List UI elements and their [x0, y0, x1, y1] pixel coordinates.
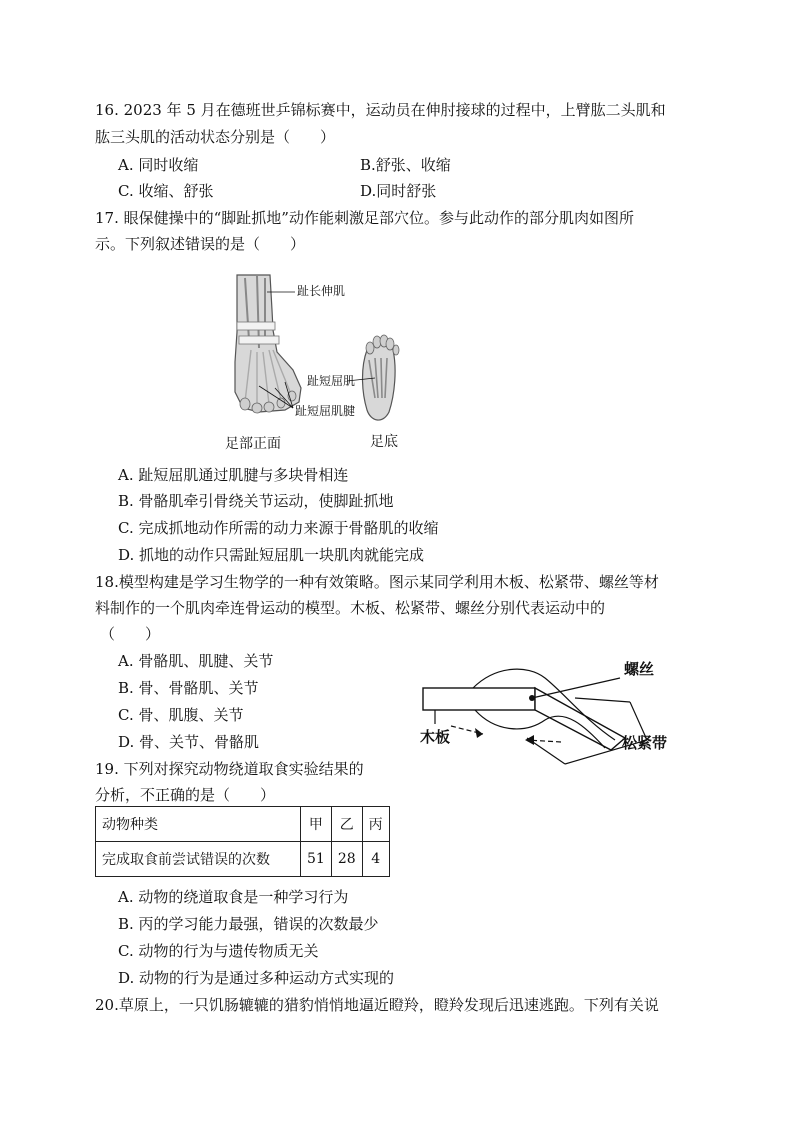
q17-option-a: A. 趾短屈肌通过肌腱与多块骨相连 — [118, 466, 349, 484]
q18-option-a: A. 骨骼肌、肌腱、关节 — [118, 652, 274, 670]
q16-stem-line2: 肱三头肌的活动状态分别是（ ） — [95, 128, 336, 146]
table-header-cell: 动物种类 — [96, 807, 301, 842]
q16-stem-line1: 16. 2023 年 5 月在德班世乒锦标赛中，运动员在伸肘接球的过程中，上臂肱二头肌和 — [95, 101, 666, 119]
q18-option-c: C. 骨、肌腹、关节 — [118, 706, 244, 724]
q20-stem-line1: 20.草原上，一只饥肠辘辘的猎豹悄悄地逼近瞪羚，瞪羚发现后迅速逃跑。下列有关说 — [95, 996, 659, 1014]
foot-front-illustration — [235, 275, 301, 413]
q19-option-c: C. 动物的行为与遗传物质无关 — [118, 942, 319, 960]
table-cell: 4 — [362, 842, 389, 877]
q19-option-a: A. 动物的绕道取食是一种学习行为 — [118, 888, 349, 906]
table-header-cell: 丙 — [362, 807, 389, 842]
label-flexor-digitorum-brevis: 趾短屈肌 — [307, 374, 356, 388]
q17-option-c: C. 完成抓地动作所需的动力来源于骨骼肌的收缩 — [118, 519, 439, 537]
wooden-board — [423, 688, 535, 710]
q17-option-b: B. 骨骼肌牵引骨绕关节运动，使脚趾抓地 — [118, 492, 394, 510]
label-extensor-digitorum-longus: 趾长伸肌 — [297, 284, 346, 298]
label-flexor-tendon: 趾短屈肌腱 — [295, 404, 356, 418]
table-header-cell: 乙 — [331, 807, 362, 842]
q16-option-b: B.舒张、收缩 — [360, 156, 451, 174]
q19-option-d: D. 动物的行为是通过多种运动方式实现的 — [118, 969, 395, 987]
label-elastic-band: 松紧带 — [622, 734, 668, 752]
q16-option-d: D.同时舒张 — [360, 182, 437, 200]
caption-foot-front: 足部正面 — [225, 436, 281, 452]
table-row — [96, 807, 390, 842]
q17-option-d: D. 抓地的动作只需趾短屈肌一块肌肉就能完成 — [118, 546, 425, 564]
q18-option-d: D. 骨、关节、骨骼肌 — [118, 733, 260, 751]
q19-option-b: B. 丙的学习能力最强，错误的次数最少 — [118, 915, 379, 933]
caption-foot-sole: 足底 — [370, 434, 398, 450]
table-cell: 28 — [331, 842, 362, 877]
q18-stem-line2: 料制作的一个肌肉牵连骨运动的模型。木板、松紧带、螺丝分别代表运动中的 — [95, 599, 606, 617]
q17-stem-line2: 示。下列叙述错误的是（ ） — [95, 235, 306, 253]
q19-stem-line1: 19. 下列对探究动物绕道取食实验结果的 — [95, 760, 364, 778]
experiment-result-table — [95, 806, 390, 877]
foot-sole-illustration — [363, 335, 400, 420]
label-screw: 螺丝 — [624, 660, 655, 678]
q19-stem-line2: 分析，不正确的是（ ） — [95, 786, 276, 804]
q18-option-b: B. 骨、骨骼肌、关节 — [118, 679, 259, 697]
table-header-cell: 甲 — [301, 807, 332, 842]
q16-option-c: C. 收缩、舒张 — [118, 182, 214, 200]
table-row — [96, 842, 390, 877]
q18-stem-line3: （ ） — [100, 625, 161, 643]
table-cell: 51 — [301, 842, 332, 877]
label-board: 木板 — [420, 728, 451, 746]
table-cell: 完成取食前尝试错误的次数 — [96, 842, 301, 877]
q17-stem-line1: 17. 眼保健操中的“脚趾抓地”动作能刺激足部穴位。参与此动作的部分肌肉如图所 — [95, 209, 634, 227]
q18-stem-line1: 18.模型构建是学习生物学的一种有效策略。图示某同学利用木板、松紧带、螺丝等材 — [95, 573, 659, 591]
q16-option-a: A. 同时收缩 — [118, 156, 199, 174]
